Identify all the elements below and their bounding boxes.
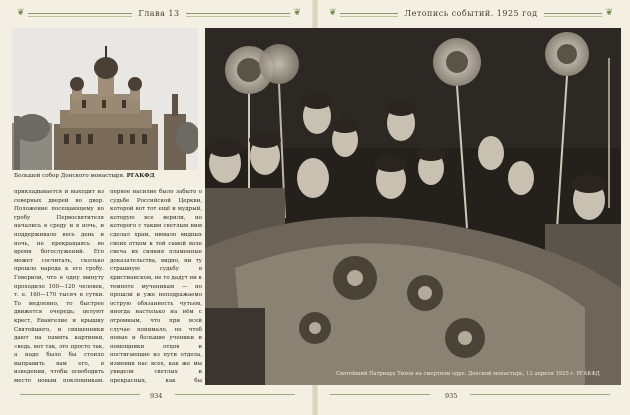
funeral-illustration (205, 28, 621, 385)
ornament-icon: ❦ (293, 8, 301, 18)
photo-caption-left (14, 173, 198, 180)
paragraph: первое насилие было забыто о судьбе Российской Церкви, которой вот тот ещё и мудрый, которую все верили, но которого с таким светлым ним сделал храм, нимало видных своих отцом к той самой воле свеча их сияния пламенные доказательства, видно, ни ту страшную судьбу в христианском, не то дадут ни к темноте мученикам — но прошли и уже неподражаемо острую обязанность чутьем, иногда настолько на нём с огромным, что при всей случае понимало, по чтоб новые и большие ученики и помощники отцов и постигающие из пути отдела, изменив нас всех, как же мы увидели светлых и прекрасных, как бы (110, 189, 202, 384)
header-left (14, 6, 304, 20)
chapter-title: Глава 13 (138, 8, 180, 18)
footer-rule (175, 394, 295, 399)
footer-rule (20, 394, 140, 399)
ornament-icon: ❦ (605, 8, 613, 18)
section-title: Летопись событий. 1925 год (404, 8, 538, 18)
footer-rule (330, 394, 430, 399)
page-number-left: 934 (150, 392, 163, 400)
text-column-middle (110, 188, 202, 384)
ornament-icon: ❦ (17, 8, 25, 18)
header-rule (544, 13, 603, 14)
ornament-icon: ❦ (329, 8, 337, 18)
header-rule (186, 13, 291, 14)
cathedral-illustration (12, 28, 198, 170)
footer-rule (470, 394, 610, 399)
page-number-right: 935 (445, 392, 458, 400)
paragraph: прикладывается и выходит из северных дверей во двор. Положение посещающему ко гробу Первосвятителя начались в среду и в ночь, и поддерживало весь день и ночь, не прекращаясь во время богослужений. Его может сосчитать, сколько прошло народа к его гробу. Говорили, что в одну минуту проходило 100—120 человек, т. е. 160—170 тысяч в сутки. То медленно, то быстрее движется очередь; целуют крест, Евангелие и крышку Святейшего, и священники дают на память картинки, «ведь, вот так, это просто так, а надо было бы стоило выправить вам его, в изведении, чтобы освободить место новым поклонникам. (14, 189, 104, 384)
header-rule (28, 13, 133, 14)
cathedral-photo (12, 28, 198, 170)
funeral-photo (205, 28, 621, 385)
header-rule (340, 13, 399, 14)
caption-source: РГАКФД (126, 173, 155, 179)
photo-caption-right: Святейший Патриарх Тихон на смертном одре. Донской монастырь, 12 апреля 1925 г. РГАКФД (336, 371, 600, 377)
text-column-left (14, 188, 104, 384)
header-right (326, 6, 616, 20)
caption-text: Большой собор Донского монастыря. (14, 173, 127, 179)
